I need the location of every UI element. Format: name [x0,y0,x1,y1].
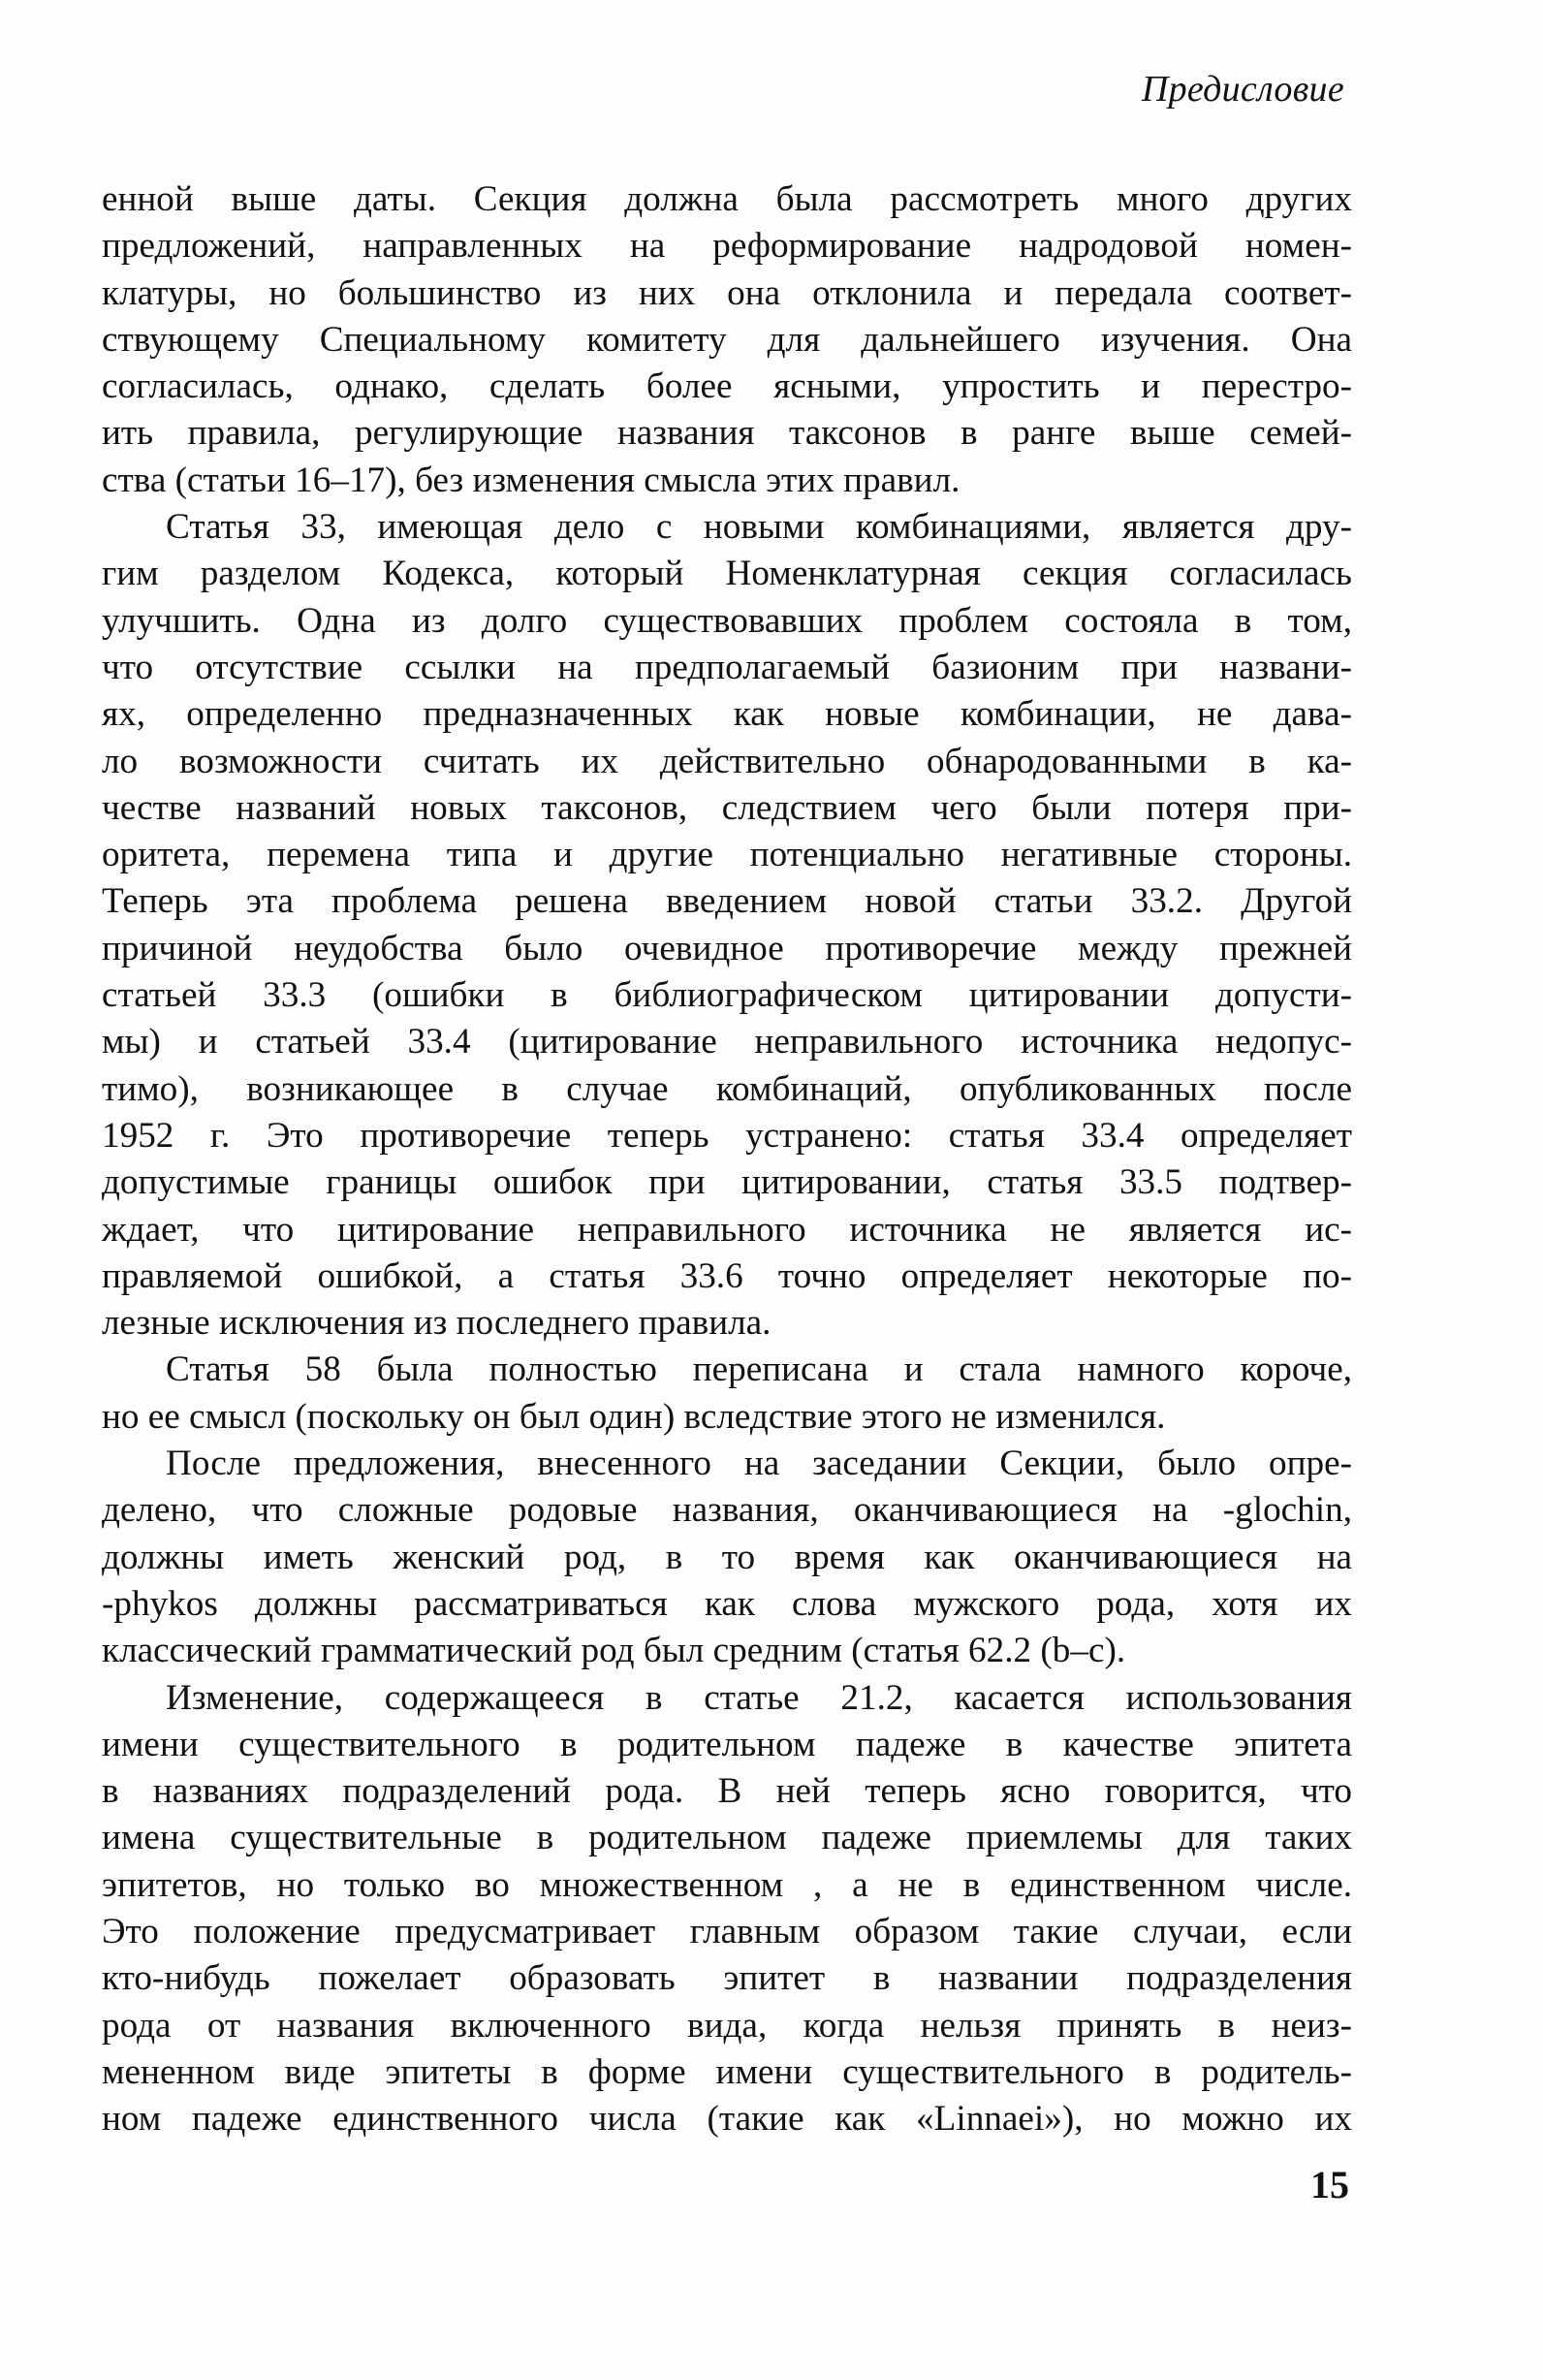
text-line: лезные исключения из последнего правила. [102,1303,772,1344]
text-line: ждает, что цитирование неправильного источника не является ис- [102,1209,1352,1250]
text-line: правляемой ошибкой, а статья 33.6 точно определяет некоторые по- [102,1255,1352,1296]
text-line: мы) и статьей 33.4 (цитирование неправильного источника недопус- [102,1022,1352,1063]
text-line: После предложения, внесенного на заседании Секции, было опре- [166,1444,1352,1484]
text-line: честве названий новых таксонов, следствием чего были потеря при- [102,787,1352,828]
text-line: енной выше даты. Секция должна была рассмотреть много других [102,179,1352,219]
text-line: эпитетов, но только во множественном , а не в единственном числе. [102,1864,1352,1905]
running-title: Предисловие [1141,69,1344,110]
text-line: допустимые границы ошибок при цитировании, статья 33.5 подтвер- [102,1162,1352,1203]
paragraph-2 [102,504,1352,1347]
text-line: 1952 г. Это противоречие теперь устранено: статья 33.4 определяет [102,1115,1352,1156]
text-line: согласилась, однако, сделать более ясными, упростить и перестро- [102,366,1352,407]
text-line: предложений, направленных на реформирование надродовой номен- [102,226,1352,267]
text-line: улучшить. Одна из долго существовавших проблем состояла в том, [102,600,1352,641]
text-line: гим разделом Кодекса, который Номенклатурная секция согласилась [102,554,1352,594]
text-line: Статья 33, имеющая дело с новыми комбинациями, является дру- [166,507,1352,548]
paragraph-3 [102,1347,1352,1441]
text-line: должны иметь женский род, в то время как оканчивающиеся на [102,1537,1352,1577]
text-line: но ее смысл (поскольку он был один) вследствие этого не изменился. [102,1396,1166,1437]
body-text [102,176,1352,2142]
text-line: классический грамматический род был средним (статья 62.2 (b–c). [102,1631,1126,1671]
text-line: Теперь эта проблема решена введением новой статьи 33.2. Другой [102,881,1352,922]
text-line: рода от названия включенного вида, когда нельзя принять в неиз- [102,2005,1352,2046]
paragraph-1 [102,176,1352,504]
text-line: ло возможности считать их действительно обнародованными в ка- [102,741,1352,781]
text-line: что отсутствие ссылки на предполагаемый базионим при названи- [102,647,1352,687]
paragraph-4 [102,1441,1352,1674]
text-line: ствующему Специальному комитету для дальнейшего изучения. Она [102,319,1352,360]
text-line: ства (статьи 16–17), без изменения смысла этих правил. [102,460,960,500]
text-line: ить правила, регулирующие названия таксонов в ранге выше семей- [102,413,1352,454]
text-line: в названиях подразделений рода. В ней теперь ясно говорится, что [102,1771,1352,1812]
paragraph-5 [102,1675,1352,2143]
text-line: делено, что сложные родовые названия, оканчивающиеся на -glochin, [102,1490,1352,1531]
text-line: имени существительного в родительном падеже в качестве эпитета [102,1724,1352,1764]
text-line: кто-нибудь пожелает образовать эпитет в названии подразделения [102,1958,1352,1999]
text-line: тимо), возникающее в случае комбинаций, опубликованных после [102,1068,1352,1109]
text-line: Изменение, содержащееся в статье 21.2, касается использования [166,1677,1352,1718]
text-line: Статья 58 была полностью переписана и стала намного короче, [166,1349,1352,1390]
text-line: причиной неудобства было очевидное противоречие между прежней [102,928,1352,968]
text-line: Это положение предусматривает главным образом такие случаи, если [102,1911,1352,1952]
text-line: ном падеже единственного числа (такие как «Linnaei»), но можно их [102,2099,1352,2140]
text-line: клатуры, но большинство из них она отклонила и передала соответ- [102,272,1352,313]
text-line: имена существительные в родительном падеже приемлемы для таких [102,1818,1352,1858]
text-line: мененном виде эпитеты в форме имени существительного в родитель- [102,2051,1352,2092]
text-line: ях, определенно предназначенных как новые комбинации, не дава- [102,694,1352,735]
page-number: 15 [1310,2163,1349,2206]
text-line: статьей 33.3 (ошибки в библиографическом цитировании допусти- [102,975,1352,1016]
text-line: оритета, перемена типа и другие потенциально негативные стороны. [102,835,1352,875]
text-line: -phykos должны рассматриваться как слова мужского рода, хотя их [102,1583,1352,1624]
